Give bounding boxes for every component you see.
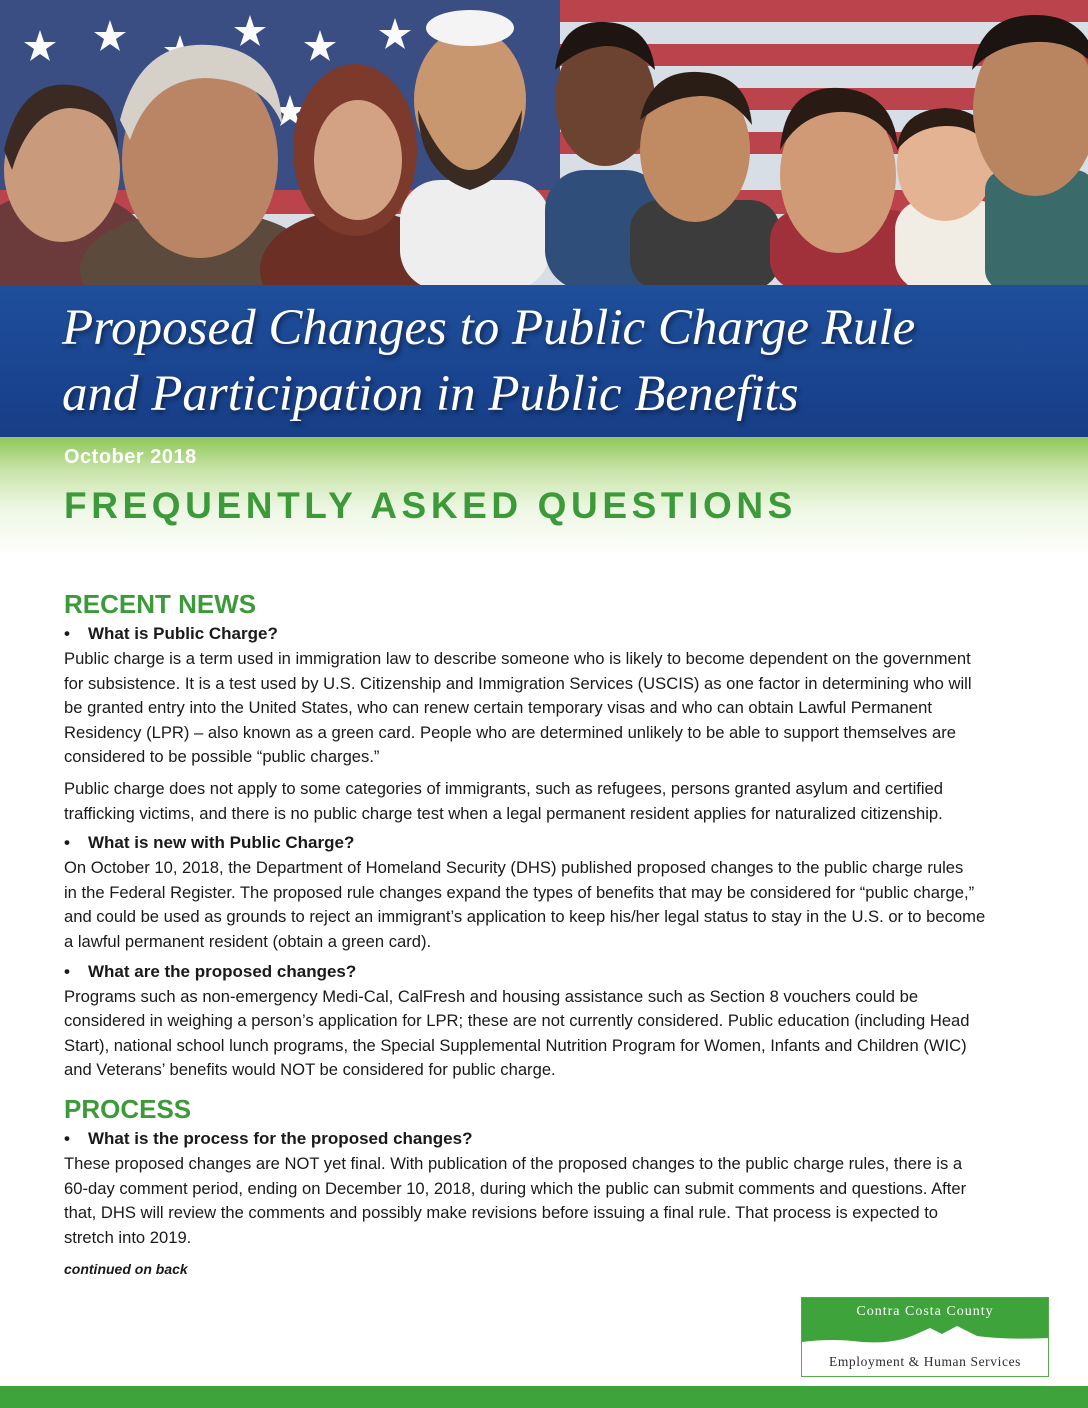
text-line: trafficking victims, and there is no public charge test when a legal permanent resident applies for naturalized citizenship. — [64, 803, 943, 823]
logo-green-panel — [802, 1298, 1048, 1349]
person-bearded-man — [400, 10, 550, 285]
answer-paragraph — [64, 777, 1024, 826]
text-line: These proposed changes are NOT yet final. With publication of the proposed changes to the public charge rules, there is a — [64, 1153, 963, 1173]
document-title — [62, 295, 1072, 427]
people-montage — [0, 0, 1088, 285]
question-proposed-changes — [64, 960, 1024, 984]
footer-bar — [0, 1386, 1088, 1408]
logo-county-name: Contra Costa County — [856, 1304, 994, 1319]
text-line: Start), national school lunch programs, the Special Supplemental Nutrition Program for Women, Infants and Children (WIC) — [64, 1035, 967, 1055]
text-line: Public charge is a term used in immigration law to describe someone who is likely to become dependent on the government — [64, 649, 971, 668]
text-line: in the Federal Register. The proposed rule changes expand the types of benefits that may be considered for “public charge,” — [64, 882, 975, 902]
continued-on-back-note: continued on back — [64, 1261, 188, 1278]
faq-heading: FREQUENTLY ASKED QUESTIONS — [64, 485, 797, 526]
answer-paragraph — [64, 985, 1024, 1083]
answer-paragraph — [64, 856, 1024, 954]
question-text: What is new with Public Charge? — [88, 833, 355, 853]
person-boy — [630, 72, 780, 285]
bullet-point: • — [64, 624, 70, 643]
question-what-is-new — [64, 831, 1024, 855]
title-line-1: Proposed Changes to Public Charge Rule — [62, 300, 916, 356]
text-line: Public charge does not apply to some categories of immigrants, such as refugees, persons granted asylum and certified — [64, 778, 944, 798]
contra-costa-county-logo — [801, 1297, 1049, 1377]
logo-department-name: Employment & Human Services — [828, 1354, 1022, 1369]
text-line: that, DHS will review the comments and possibly make revisions before issuing a final rule. That process is expected to — [64, 1203, 939, 1223]
answer-paragraph — [64, 1152, 1024, 1250]
text-line: for subsistence. It is a test used by U.S. Citizenship and Immigration Services (USCIS) as one factor in determining who will — [64, 673, 972, 693]
question-text: What is the process for the proposed changes? — [88, 1128, 473, 1148]
text-line: Residency (LPR) – also known as a green card. People who are determined unlikely to be able to support themselves are — [64, 722, 956, 742]
sub-header-band — [0, 437, 1088, 557]
section-heading-process: PROCESS — [64, 1093, 192, 1124]
bullet-point: • — [64, 833, 70, 853]
answer-paragraph — [64, 647, 1024, 770]
text-line: considered to be possible “public charges.” — [64, 747, 380, 767]
question-text: What are the proposed changes? — [88, 961, 357, 981]
text-line: considered in weighing a person’s application for LPR; these are not currently considered. Public education (including Head — [64, 1011, 970, 1031]
text-line: On October 10, 2018, the Department of Homeland Security (DHS) published proposed changes to the public charge rules — [64, 858, 964, 878]
question-text: What is Public Charge? — [88, 624, 278, 643]
text-line: and could be used as grounds to reject an immigrant’s application to keep his/her legal status to stay in the U.S. or to become — [64, 907, 986, 927]
text-line: and Veterans’ benefits would NOT be considered for public charge. — [64, 1060, 556, 1080]
title-line-2: and Participation in Public Benefits — [62, 366, 799, 422]
text-line: 60-day comment period, ending on December 10, 2018, during which the public can submit comments and questions. After — [64, 1178, 967, 1198]
bullet-point: • — [64, 1128, 70, 1148]
text-line: be granted entry into the United States, who can renew certain temporary visas and who can obtain Lawful Permanent — [64, 698, 932, 718]
person-father — [972, 15, 1088, 285]
text-line: stretch into 2019. — [64, 1227, 192, 1247]
question-what-is-public-charge — [64, 622, 1024, 646]
text-line: Programs such as non-emergency Medi-Cal, CalFresh and housing assistance such as Section 8 vouchers could be — [64, 986, 919, 1006]
title-band — [0, 285, 1088, 437]
main-content — [64, 588, 1024, 1277]
question-process — [64, 1127, 1024, 1151]
section-heading-recent-news: RECENT NEWS — [64, 589, 257, 619]
hero-photo — [0, 0, 1088, 285]
text-line: a lawful permanent resident (obtain a green card). — [64, 931, 432, 951]
bullet-point: • — [64, 961, 70, 981]
publication-date: October 2018 — [64, 446, 197, 468]
